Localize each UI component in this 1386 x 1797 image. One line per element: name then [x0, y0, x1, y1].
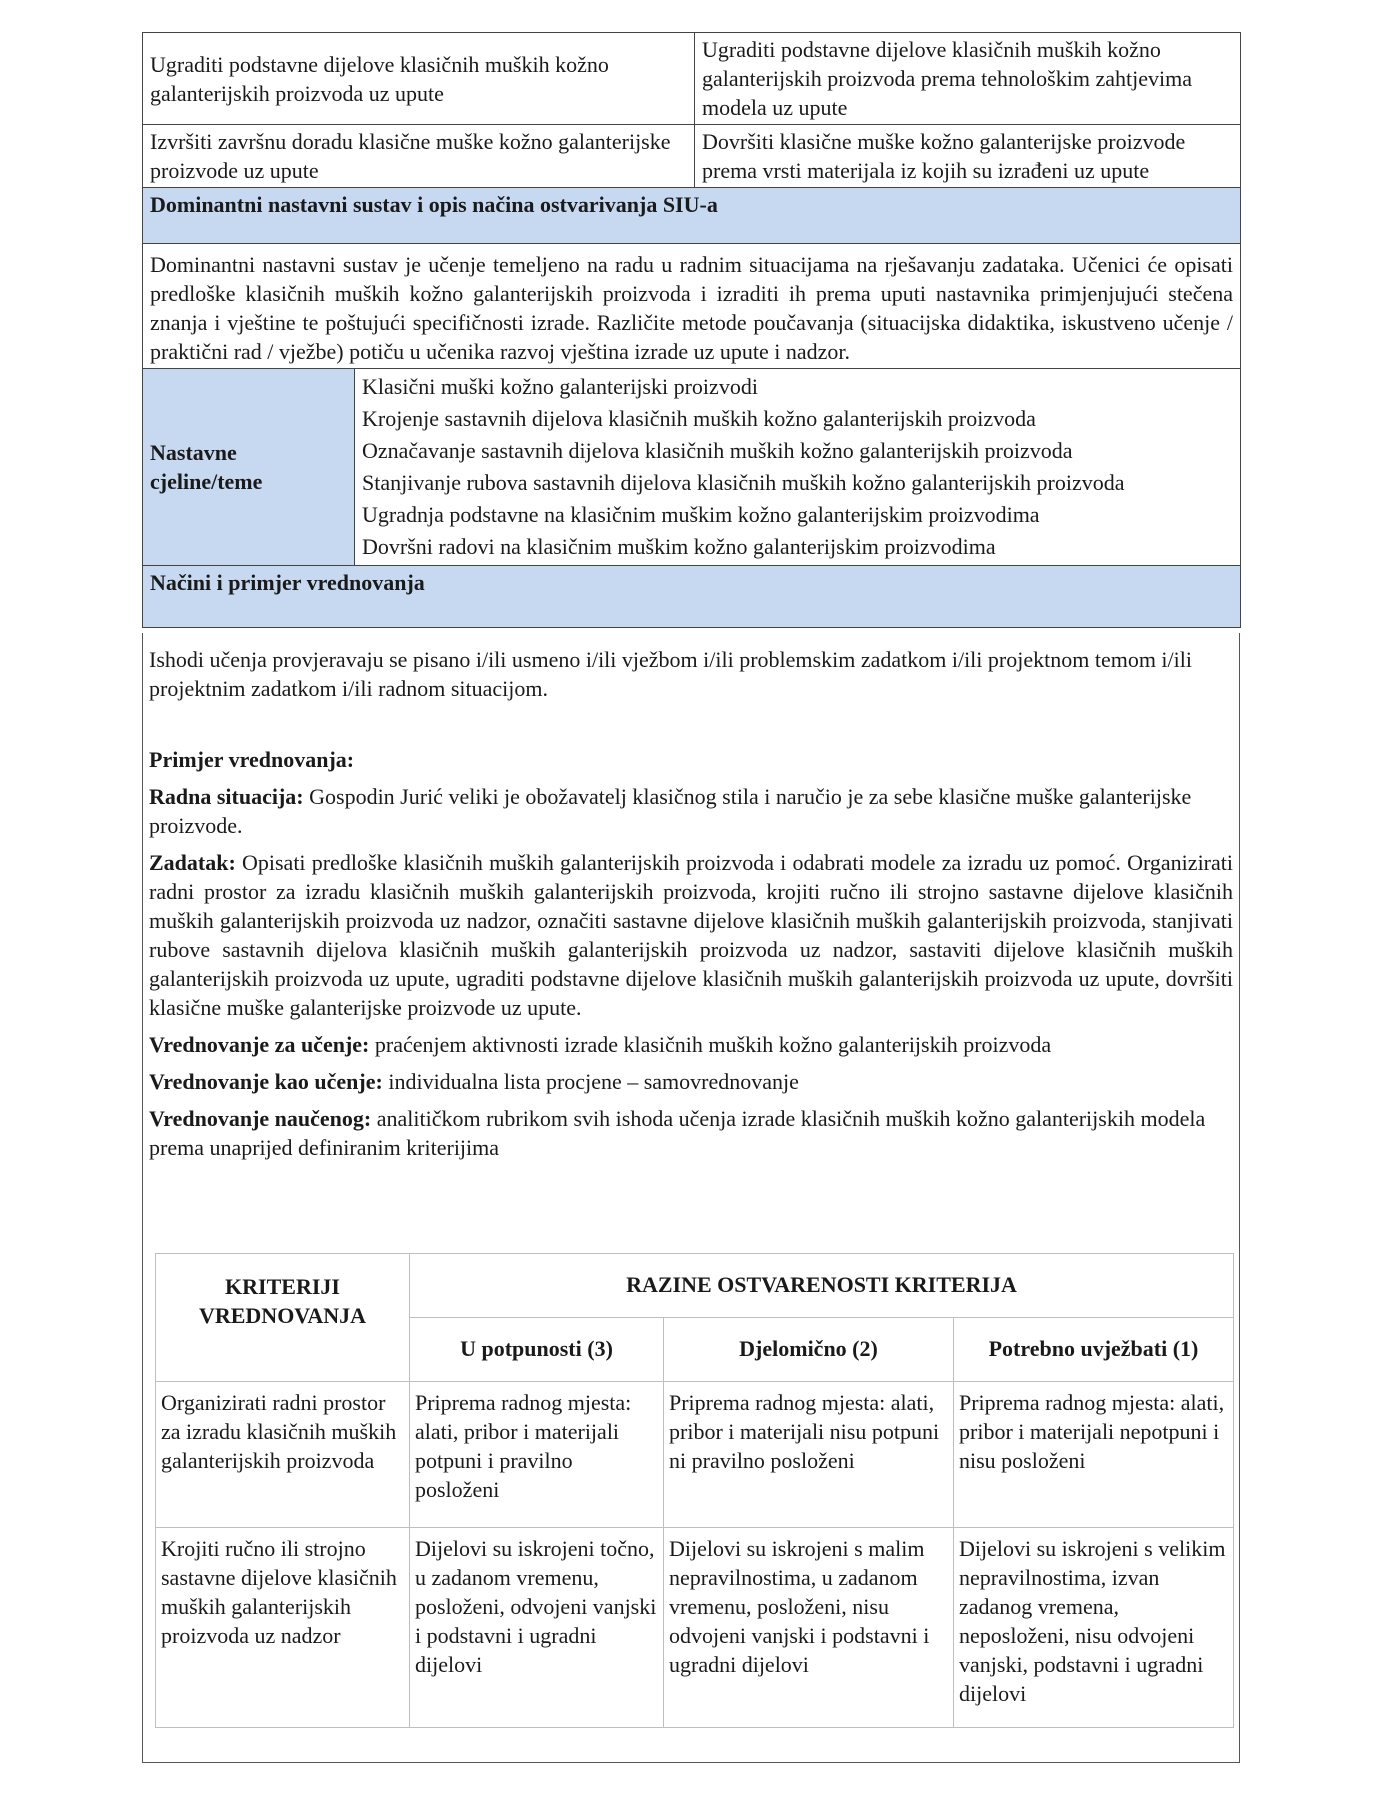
kao-ucenje-label: Vrednovanje kao učenje:	[149, 1069, 383, 1094]
kao-ucenje-text: individualna lista procjene – samovrednovanje	[382, 1069, 799, 1094]
outcome-detail-cell: Dovršiti klasične muške kožno galanterijske proizvode prema vrsti materijala iz kojih su izrađeni uz upute	[695, 125, 1241, 188]
section-heading-vrednovanje: Načini i primjer vrednovanja	[143, 566, 1241, 628]
table-row	[143, 244, 1241, 369]
radna-text: Gospodin Jurić veliki je obožavatelj klasičnog stila i naručio je za sebe klasične muške galanterijske proizvode.	[149, 784, 1192, 838]
criteria-table	[155, 1253, 1234, 1728]
section-heading-dominantni: Dominantni nastavni sustav i opis načina ostvarivanja SIU-a	[143, 188, 1241, 244]
criterion-cell: Krojiti ručno ili strojno sastavne dijelove klasičnih muških galanterijskih proizvoda uz nadzor	[156, 1528, 410, 1728]
zadatak-label: Zadatak:	[149, 850, 236, 875]
list-item: Stanjivanje rubova sastavnih dijelova klasičnih muških kožno galanterijskih proizvoda	[362, 470, 1125, 495]
teme-label: Nastavne cjeline/teme	[143, 369, 355, 566]
outcome-cell: Izvršiti završnu doradu klasične muške kožno galanterijske proizvode uz upute	[143, 125, 695, 188]
outcome-detail-cell: Ugraditi podstavne dijelove klasičnih muških kožno galanterijskih proizvoda prema tehnološkim zahtjevima modela uz upute	[695, 33, 1241, 125]
primjer-heading: Primjer vrednovanja:	[149, 747, 355, 772]
list-item: Označavanje sastavnih dijelova klasičnih muških kožno galanterijskih proizvoda	[362, 438, 1073, 463]
level-2-cell: Dijelovi su iskrojeni s malim nepravilnostima, u zadanom vremenu, posloženi, nisu odvojeni vanjski i podstavni i ugradni dijelovi	[664, 1528, 954, 1728]
zadatak-text: Opisati predloške klasičnih muških galanterijskih proizvoda i odabrati modele za izradu uz pomoć. Organizirati radni prostor za izradu klasičnih muških galanterijskih proizvoda, krojiti ručno ili strojno sastavne dijelove klasičnih muških galanterijskih proizvoda uz nadzor, označiti sastavne dijelove klasičnih muških galanterijskih proizvoda, stanjivati rubove sastavnih dijelova klasičnih muških galanterijskih proizvoda uz nadzor, sastaviti dijelove klasičnih muških galanterijskih proizvoda uz upute, ugraditi podstavne dijelove klasičnih muških galanterijskih proizvoda uz upute, dovršiti klasične muške galanterijske proizvode uz upute.	[149, 850, 1233, 1020]
teme-list	[355, 369, 1241, 566]
section-header-row	[143, 188, 1241, 244]
section-header-row	[143, 566, 1241, 628]
levels-header: RAZINE OSTVARENOSTI KRITERIJA	[410, 1254, 1234, 1318]
table-row	[156, 1528, 1234, 1728]
naucenog-text: analitičkom rubrikom svih ishoda učenja izrade klasičnih muških kožno galanterijskih modela prema unaprijed definiranim kriterijima	[149, 1106, 1206, 1160]
level-header: U potpunosti (3)	[410, 1318, 664, 1382]
level-3-cell: Dijelovi su iskrojeni točno, u zadanom vremenu, posloženi, odvojeni vanjski i podstavni i ugradni dijelovi	[410, 1528, 664, 1728]
table-row	[143, 33, 1241, 125]
curriculum-table	[142, 32, 1241, 628]
za-ucenje-text: praćenjem aktivnosti izrade klasičnih muških kožno galanterijskih proizvoda	[369, 1032, 1052, 1057]
level-2-cell: Priprema radnog mjesta: alati, pribor i materijali nisu potpuni ni pravilno posloženi	[664, 1382, 954, 1528]
radna-label: Radna situacija:	[149, 784, 304, 809]
table-row	[156, 1382, 1234, 1528]
list-item: Ugradnja podstavne na klasičnim muškim kožno galanterijskim proizvodima	[362, 502, 1040, 527]
level-header: Djelomično (2)	[664, 1318, 954, 1382]
list-item: Dovršni radovi na klasičnim muškim kožno galanterijskim proizvodima	[362, 534, 996, 559]
naucenog-label: Vrednovanje naučenog:	[149, 1106, 372, 1131]
level-3-cell: Priprema radnog mjesta: alati, pribor i materijali potpuni i pravilno posloženi	[410, 1382, 664, 1528]
outcome-cell: Ugraditi podstavne dijelove klasičnih muških kožno galanterijskih proizvoda uz upute	[143, 33, 695, 125]
vrednovanje-intro: Ishodi učenja provjeravaju se pisano i/ili usmeno i/ili vježbom i/ili problemskim zadatkom i/ili projektnom temom i/ili projektnim zadatkom i/ili radnom situacijom.	[149, 647, 1192, 701]
dominantni-text: Dominantni nastavni sustav je učenje temeljeno na radu u radnim situacijama na rješavanju zadataka. Učenici će opisati predloške klasičnih muških kožno galanterijskih proizvoda i izraditi ih prema uputi nastavnika primjenjujući stečena znanja i vještine te poštujući specifičnosti izrade. Različite metode poučavanja (situacijska didaktika, iskustveno učenje / praktični rad / vježbe) potiču u učenika razvoj vještina izrade uz upute i nadzor.	[143, 244, 1241, 369]
list-item: Klasični muški kožno galanterijski proizvodi	[362, 374, 758, 399]
page-bottom-border	[142, 1762, 1240, 1763]
level-header: Potrebno uvježbati (1)	[954, 1318, 1234, 1382]
level-1-cell: Priprema radnog mjesta: alati, pribor i materijali nepotpuni i nisu posloženi	[954, 1382, 1234, 1528]
criterion-cell: Organizirati radni prostor za izradu klasičnih muških galanterijskih proizvoda	[156, 1382, 410, 1528]
list-item: Krojenje sastavnih dijelova klasičnih muških kožno galanterijskih proizvoda	[362, 406, 1036, 431]
level-1-cell: Dijelovi su iskrojeni s velikim nepravilnostima, izvan zadanog vremena, neposloženi, nisu odvojeni vanjski, podstavni i ugradni dijelovi	[954, 1528, 1234, 1728]
table-row	[143, 125, 1241, 188]
criteria-header: KRITERIJI VREDNOVANJA	[156, 1254, 410, 1382]
za-ucenje-label: Vrednovanje za učenje:	[149, 1032, 370, 1057]
teme-row	[143, 369, 1241, 566]
table-row	[156, 1254, 1234, 1318]
